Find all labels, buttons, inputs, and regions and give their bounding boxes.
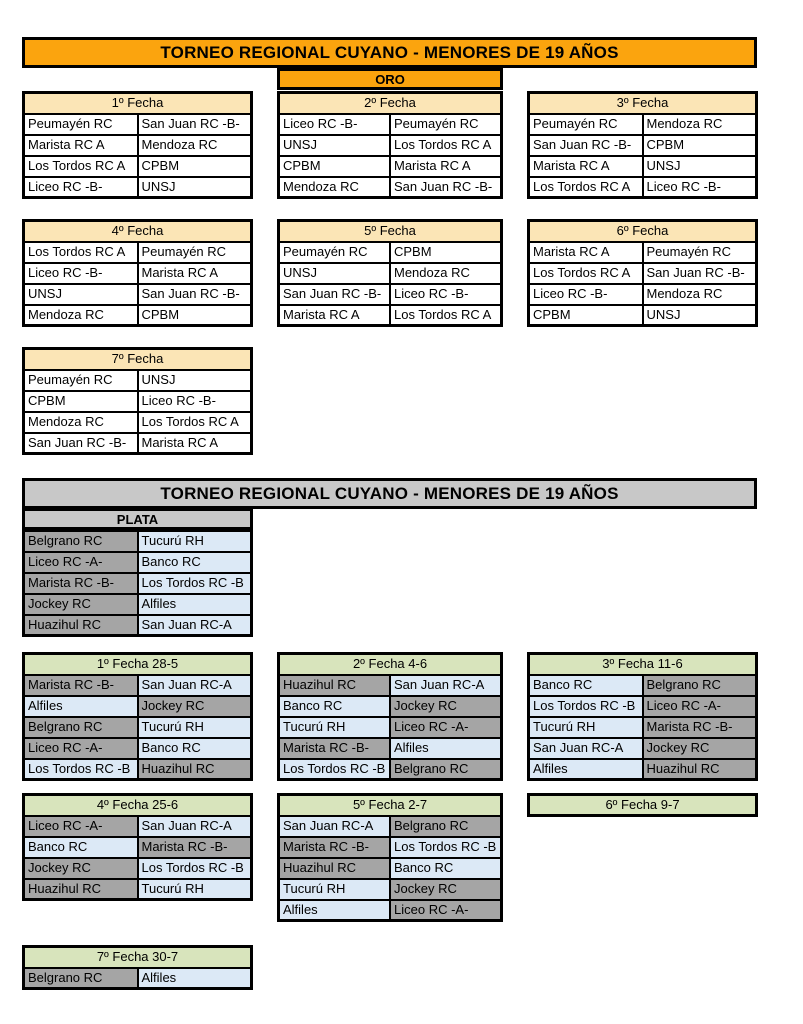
match-row [24, 263, 252, 284]
oro-fecha-3-table [527, 91, 758, 199]
match-row [24, 879, 252, 900]
team-cell: Huazihul RC [643, 759, 757, 780]
team-cell: Marista RC -B- [643, 717, 757, 738]
team-cell: UNSJ [643, 305, 757, 326]
match-row [24, 858, 252, 879]
team-cell: Peumayén RC [390, 114, 502, 135]
team-cell: San Juan RC -B- [24, 433, 138, 454]
plata-teams-table [22, 529, 253, 637]
match-row [24, 837, 252, 858]
team-cell: Liceo RC -B- [390, 284, 502, 305]
match-row [279, 284, 502, 305]
fecha-table [527, 219, 758, 327]
team-pair-row [24, 573, 252, 594]
team-cell: Peumayén RC [529, 114, 643, 135]
team-cell: Alfiles [138, 968, 252, 989]
match-row [24, 242, 252, 263]
team-cell: Jockey RC [643, 738, 757, 759]
fecha-table [527, 793, 758, 817]
team-cell: Liceo RC -B- [24, 263, 138, 284]
oro-fecha-2-table [277, 91, 503, 199]
fecha-header-row [24, 654, 252, 675]
fecha-title: 3º Fecha [529, 93, 757, 114]
oro-tournament-title: TORNEO REGIONAL CUYANO - MENORES DE 19 AÑOS [22, 37, 757, 68]
team-cell: San Juan RC -B- [643, 263, 757, 284]
team-cell: Los Tordos RC A [138, 412, 252, 433]
team-cell: Liceo RC -B- [643, 177, 757, 198]
fecha-table [277, 793, 503, 922]
team-cell: Alfiles [529, 759, 643, 780]
team-cell: Banco RC [24, 837, 138, 858]
team-cell: San Juan RC -B- [138, 284, 252, 305]
team-cell: Los Tordos RC A [529, 263, 643, 284]
match-row [24, 391, 252, 412]
match-row [24, 717, 252, 738]
fecha-title: 1º Fecha [24, 93, 252, 114]
team-cell: Mendoza RC [138, 135, 252, 156]
oro-fecha-6-table [527, 219, 758, 327]
plata-fecha-2-table [277, 652, 503, 781]
team-cell: Alfiles [390, 738, 502, 759]
team-cell: Huazihul RC [24, 615, 138, 636]
match-row [24, 135, 252, 156]
fecha-title: 2º Fecha 4-6 [279, 654, 502, 675]
team-cell: San Juan RC-A [279, 816, 391, 837]
match-row [24, 816, 252, 837]
match-row [24, 433, 252, 454]
fecha-title: 7º Fecha [24, 349, 252, 370]
team-cell: San Juan RC-A [390, 675, 502, 696]
team-cell: Marista RC -B- [24, 573, 138, 594]
match-row [279, 135, 502, 156]
match-row [529, 738, 757, 759]
team-cell: Marista RC A [138, 263, 252, 284]
team-cell: Liceo RC -A- [24, 738, 138, 759]
team-cell: Marista RC -B- [279, 738, 391, 759]
team-cell: Los Tordos RC -B [529, 696, 643, 717]
team-cell: Tucurú RH [138, 879, 252, 900]
team-cell: Mendoza RC [643, 114, 757, 135]
fecha-table [22, 219, 253, 327]
plata-fecha-5-table [277, 793, 503, 922]
match-row [279, 837, 502, 858]
fecha-table [22, 347, 253, 455]
team-cell: Belgrano RC [390, 759, 502, 780]
team-cell: Belgrano RC [390, 816, 502, 837]
team-cell: San Juan RC-A [138, 675, 252, 696]
team-cell: Marista RC A [529, 156, 643, 177]
fecha-header-row [24, 221, 252, 242]
match-row [279, 156, 502, 177]
team-cell: Tucurú RH [138, 531, 252, 552]
team-cell: Jockey RC [138, 696, 252, 717]
team-cell: Los Tordos RC A [529, 177, 643, 198]
match-row [24, 114, 252, 135]
fecha-header-row [529, 93, 757, 114]
match-row [279, 738, 502, 759]
team-cell: San Juan RC-A [138, 615, 252, 636]
match-row [24, 696, 252, 717]
team-cell: San Juan RC -B- [279, 284, 391, 305]
plata-fecha-6-table [527, 793, 758, 817]
fecha-title: 5º Fecha [279, 221, 502, 242]
team-cell: Belgrano RC [24, 531, 138, 552]
match-row [529, 177, 757, 198]
team-cell: Liceo RC -B- [138, 391, 252, 412]
match-row [24, 675, 252, 696]
plata-group-label: PLATA [22, 508, 253, 530]
team-cell: Los Tordos RC A [24, 156, 138, 177]
oro-fecha-5-table [277, 219, 503, 327]
match-row [529, 717, 757, 738]
fecha-header-row [24, 795, 252, 816]
team-cell: Alfiles [279, 900, 391, 921]
oro-fecha-7-table [22, 347, 253, 455]
team-cell: Marista RC -B- [138, 837, 252, 858]
team-cell: Mendoza RC [24, 412, 138, 433]
team-cell: Marista RC A [279, 305, 391, 326]
team-cell: Tucurú RH [279, 717, 391, 738]
fecha-header-row [24, 349, 252, 370]
fecha-title: 5º Fecha 2-7 [279, 795, 502, 816]
team-cell: Mendoza RC [390, 263, 502, 284]
team-cell: UNSJ [138, 370, 252, 391]
match-row [279, 242, 502, 263]
match-row [24, 370, 252, 391]
match-row [279, 900, 502, 921]
team-cell: Jockey RC [390, 879, 502, 900]
team-cell: Mendoza RC [643, 284, 757, 305]
fecha-table [22, 945, 253, 990]
match-row [24, 284, 252, 305]
fecha-table [527, 91, 758, 199]
team-cell: Liceo RC -A- [390, 900, 502, 921]
match-row [24, 156, 252, 177]
team-cell: Peumayén RC [643, 242, 757, 263]
fecha-header-row [529, 221, 757, 242]
plata-teams [22, 529, 253, 637]
match-row [279, 305, 502, 326]
team-cell: Marista RC A [390, 156, 502, 177]
fecha-title: 1º Fecha 28-5 [24, 654, 252, 675]
team-cell: Liceo RC -B- [24, 177, 138, 198]
match-row [279, 263, 502, 284]
team-cell: San Juan RC-A [138, 816, 252, 837]
fecha-header-row [24, 93, 252, 114]
fecha-header-row [529, 654, 757, 675]
plata-fecha-7-table [22, 945, 253, 990]
team-cell: Banco RC [390, 858, 502, 879]
team-cell: Los Tordos RC -B [390, 837, 502, 858]
match-row [24, 968, 252, 989]
match-row [279, 675, 502, 696]
team-cell: CPBM [24, 391, 138, 412]
team-cell: Banco RC [138, 552, 252, 573]
plata-fecha-3-table [527, 652, 758, 781]
team-cell: Banco RC [529, 675, 643, 696]
team-cell: Marista RC A [138, 433, 252, 454]
fecha-table [277, 652, 503, 781]
fecha-header-row [279, 654, 502, 675]
fecha-header-row [529, 795, 757, 816]
fecha-title: 3º Fecha 11-6 [529, 654, 757, 675]
team-cell: CPBM [138, 156, 252, 177]
team-cell: Alfiles [24, 696, 138, 717]
match-row [529, 263, 757, 284]
fecha-header-row [24, 947, 252, 968]
fecha-title: 6º Fecha [529, 221, 757, 242]
fecha-title: 4º Fecha [24, 221, 252, 242]
team-cell: Los Tordos RC -B [138, 573, 252, 594]
team-cell: CPBM [138, 305, 252, 326]
match-row [529, 242, 757, 263]
team-cell: Marista RC A [24, 135, 138, 156]
match-row [279, 759, 502, 780]
fecha-table [277, 91, 503, 199]
match-row [279, 816, 502, 837]
fecha-header-row [279, 93, 502, 114]
team-cell: Tucurú RH [529, 717, 643, 738]
match-row [529, 114, 757, 135]
team-cell: Los Tordos RC A [24, 242, 138, 263]
team-cell: Peumayén RC [24, 370, 138, 391]
oro-group-label: ORO [277, 68, 503, 90]
team-cell: Los Tordos RC A [390, 305, 502, 326]
team-cell: Belgrano RC [643, 675, 757, 696]
fecha-title: 7º Fecha 30-7 [24, 947, 252, 968]
fecha-header-row [279, 221, 502, 242]
fecha-table [277, 219, 503, 327]
team-cell: Los Tordos RC A [390, 135, 502, 156]
team-cell: Belgrano RC [24, 717, 138, 738]
team-cell: UNSJ [279, 135, 391, 156]
team-cell: Huazihul RC [279, 858, 391, 879]
team-cell: Liceo RC -B- [279, 114, 391, 135]
match-row [24, 412, 252, 433]
oro-fecha-4-table [22, 219, 253, 327]
team-cell: Mendoza RC [279, 177, 391, 198]
team-cell: Liceo RC -A- [390, 717, 502, 738]
team-cell: CPBM [390, 242, 502, 263]
match-row [529, 696, 757, 717]
team-cell: Peumayén RC [279, 242, 391, 263]
match-row [529, 759, 757, 780]
team-cell: Alfiles [138, 594, 252, 615]
match-row [529, 284, 757, 305]
team-cell: Huazihul RC [279, 675, 391, 696]
team-cell: UNSJ [643, 156, 757, 177]
team-cell: Jockey RC [24, 858, 138, 879]
match-row [279, 858, 502, 879]
team-cell: Jockey RC [390, 696, 502, 717]
fecha-table [22, 793, 253, 901]
match-row [24, 305, 252, 326]
team-cell: San Juan RC -B- [390, 177, 502, 198]
team-pair-row [24, 615, 252, 636]
match-row [279, 696, 502, 717]
team-cell: San Juan RC-A [529, 738, 643, 759]
match-row [529, 156, 757, 177]
fecha-table [22, 652, 253, 781]
oro-fecha-1-table [22, 91, 253, 199]
team-cell: Huazihul RC [24, 879, 138, 900]
team-cell: Marista RC -B- [24, 675, 138, 696]
team-cell: San Juan RC -B- [529, 135, 643, 156]
team-cell: Huazihul RC [138, 759, 252, 780]
team-cell: Tucurú RH [138, 717, 252, 738]
team-cell: Banco RC [138, 738, 252, 759]
team-cell: Peumayén RC [24, 114, 138, 135]
team-cell: UNSJ [138, 177, 252, 198]
team-cell: Tucurú RH [279, 879, 391, 900]
team-cell: Mendoza RC [24, 305, 138, 326]
plata-fecha-4-table [22, 793, 253, 901]
team-cell: Marista RC -B- [279, 837, 391, 858]
match-row [529, 135, 757, 156]
team-cell: Liceo RC -B- [529, 284, 643, 305]
team-cell: Liceo RC -A- [24, 816, 138, 837]
team-cell: CPBM [643, 135, 757, 156]
fecha-title: 2º Fecha [279, 93, 502, 114]
match-row [279, 879, 502, 900]
team-cell: Los Tordos RC -B [279, 759, 391, 780]
team-cell: San Juan RC -B- [138, 114, 252, 135]
team-cell: Los Tordos RC -B [24, 759, 138, 780]
team-cell: Liceo RC -A- [24, 552, 138, 573]
team-pair-row [24, 531, 252, 552]
team-cell: CPBM [279, 156, 391, 177]
team-cell: Los Tordos RC -B [138, 858, 252, 879]
match-row [279, 177, 502, 198]
match-row [279, 114, 502, 135]
team-cell: UNSJ [279, 263, 391, 284]
team-pair-row [24, 552, 252, 573]
fecha-header-row [279, 795, 502, 816]
team-cell: Banco RC [279, 696, 391, 717]
team-pair-row [24, 594, 252, 615]
team-cell: Jockey RC [24, 594, 138, 615]
plata-tournament-title: TORNEO REGIONAL CUYANO - MENORES DE 19 AÑOS [22, 478, 757, 509]
match-row [24, 759, 252, 780]
team-cell: Liceo RC -A- [643, 696, 757, 717]
team-cell: CPBM [529, 305, 643, 326]
team-cell: Peumayén RC [138, 242, 252, 263]
match-row [529, 675, 757, 696]
team-cell: UNSJ [24, 284, 138, 305]
plata-fecha-1-table [22, 652, 253, 781]
fecha-title: 4º Fecha 25-6 [24, 795, 252, 816]
fecha-table [527, 652, 758, 781]
match-row [24, 177, 252, 198]
fecha-title: 6º Fecha 9-7 [529, 795, 757, 816]
team-cell: Belgrano RC [24, 968, 138, 989]
fecha-table [22, 91, 253, 199]
match-row [279, 717, 502, 738]
match-row [24, 738, 252, 759]
match-row [529, 305, 757, 326]
team-cell: Marista RC A [529, 242, 643, 263]
